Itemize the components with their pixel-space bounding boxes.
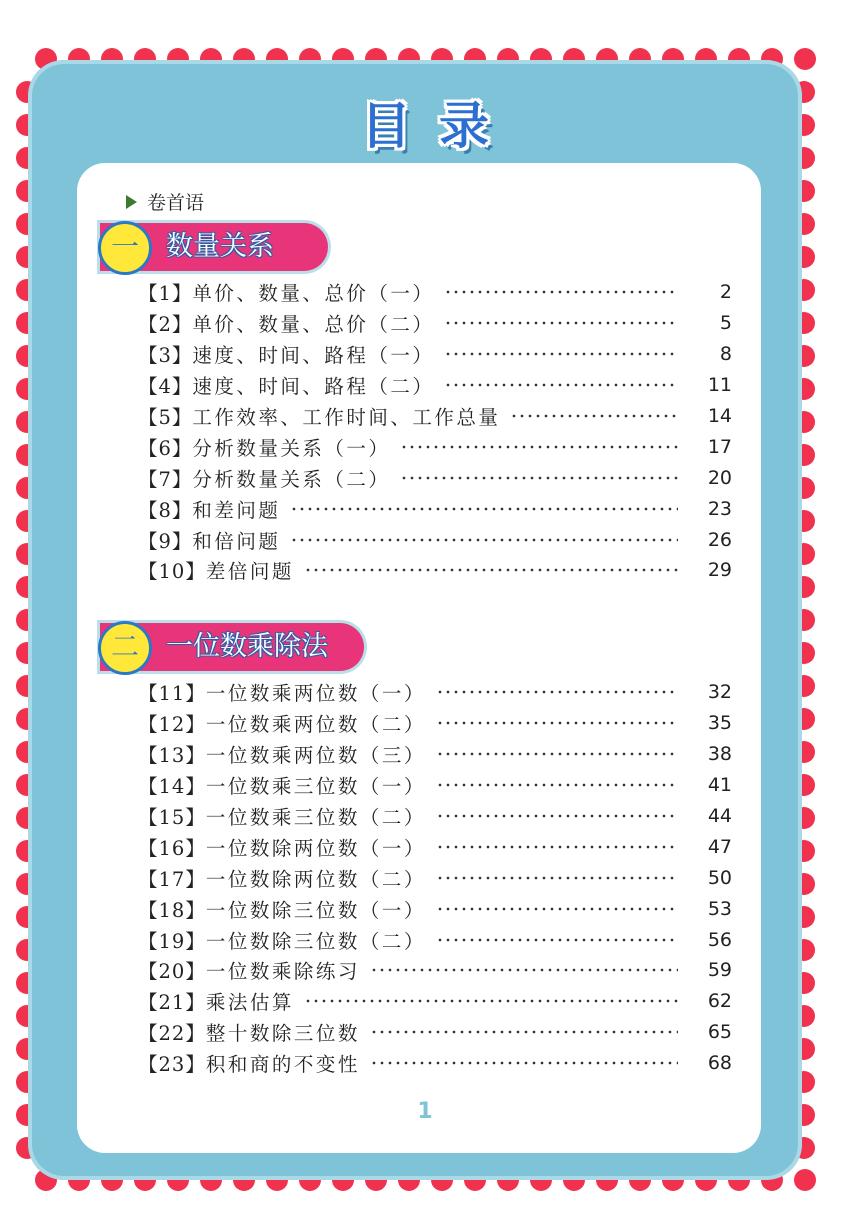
toc-entry-label bbox=[138, 678, 426, 706]
toc-entry-title: 一位数除三位数（一） bbox=[205, 898, 426, 922]
toc-entry-title: 速度、时间、路程（二） bbox=[192, 375, 435, 399]
dot-leader bbox=[304, 567, 678, 573]
toc-entry-label bbox=[138, 340, 434, 368]
dot-leader bbox=[444, 382, 678, 388]
toc-entry-page: 44 bbox=[707, 805, 732, 827]
toc-entry[interactable] bbox=[138, 1017, 732, 1048]
toc-entry-index: 【22】 bbox=[138, 1022, 206, 1046]
toc-entry-page: 56 bbox=[707, 928, 732, 951]
toc-entry-index: 【13】 bbox=[138, 744, 206, 768]
section-number-badge: 二 bbox=[98, 621, 152, 675]
toc-entry-index: 【8】 bbox=[138, 498, 193, 522]
toc-entry-index: 【10】 bbox=[138, 560, 206, 584]
section-1-entries bbox=[138, 277, 732, 586]
toc-entry-page: 53 bbox=[707, 897, 732, 920]
toc-entry-title: 积和商的不变性 bbox=[205, 1053, 360, 1077]
dot-leader bbox=[290, 506, 678, 512]
toc-entry-index: 【15】 bbox=[138, 806, 206, 829]
dot-leader bbox=[290, 537, 678, 543]
toc-entry-index: 【17】 bbox=[138, 867, 206, 891]
toc-entry-index: 【6】 bbox=[138, 436, 193, 460]
toc-entry-label bbox=[138, 833, 426, 861]
toc-entry-index: 【12】 bbox=[138, 713, 206, 737]
toc-entry[interactable] bbox=[138, 986, 732, 1017]
section-title: 数量关系 bbox=[166, 231, 274, 262]
dot-leader bbox=[436, 782, 678, 788]
toc-entry-page: 62 bbox=[707, 990, 732, 1013]
toc-entry[interactable] bbox=[138, 893, 732, 924]
toc-entry[interactable] bbox=[138, 308, 732, 339]
toc-entry-title: 一位数除三位数（二） bbox=[205, 929, 426, 953]
toc-entry-title: 乘法估算 bbox=[205, 991, 294, 1015]
toc-entry[interactable] bbox=[138, 555, 732, 586]
toc-entry-index: 【11】 bbox=[138, 682, 206, 706]
dot-leader bbox=[444, 289, 678, 295]
toc-entry[interactable] bbox=[138, 739, 732, 770]
dot-leader bbox=[400, 475, 678, 481]
toc-entry-page: 50 bbox=[707, 866, 732, 889]
toc-entry-label bbox=[138, 802, 426, 830]
toc-entry-index: 【3】 bbox=[138, 344, 193, 368]
section-title: 一位数乘除法 bbox=[166, 631, 328, 662]
toc-entry-title: 一位数乘两位数（二） bbox=[205, 713, 426, 737]
toc-entry[interactable] bbox=[138, 770, 732, 801]
toc-entry-label bbox=[138, 987, 294, 1015]
toc-entry-index: 【18】 bbox=[138, 898, 206, 922]
toc-entry[interactable] bbox=[138, 924, 732, 955]
toc-entry-index: 【16】 bbox=[138, 836, 206, 860]
toc-entry-page: 29 bbox=[707, 559, 732, 582]
toc-entry-title: 一位数除两位数（二） bbox=[205, 867, 426, 891]
toc-entry[interactable] bbox=[138, 493, 732, 524]
toc-entry-label bbox=[138, 495, 280, 523]
toc-entry-label bbox=[138, 464, 390, 492]
toc-entry-page: 32 bbox=[707, 681, 732, 704]
toc-entry-page: 59 bbox=[707, 959, 732, 982]
section-2-entries bbox=[138, 677, 732, 1079]
toc-entry-title: 一位数乘两位数（三） bbox=[205, 744, 426, 768]
dot-leader bbox=[436, 751, 678, 757]
toc-entry[interactable] bbox=[138, 401, 732, 432]
toc-entry[interactable] bbox=[138, 339, 732, 370]
toc-entry-page: 38 bbox=[707, 743, 732, 766]
toc-entry-title: 和倍问题 bbox=[192, 529, 281, 553]
dot-leader bbox=[436, 689, 678, 695]
toc-entry[interactable] bbox=[138, 801, 732, 832]
toc-entry-title: 一位数乘两位数（一） bbox=[205, 682, 426, 706]
toc-entry-label bbox=[138, 526, 280, 554]
dot-leader bbox=[436, 875, 678, 881]
toc-entry[interactable] bbox=[138, 524, 732, 555]
triangle-right-icon bbox=[126, 195, 137, 209]
toc-entry-title: 一位数乘三位数（一） bbox=[205, 775, 426, 799]
toc-entry[interactable] bbox=[138, 431, 732, 462]
toc-entry-page: 8 bbox=[719, 343, 732, 366]
toc-entry[interactable] bbox=[138, 1048, 732, 1079]
border-dot bbox=[794, 48, 816, 70]
dot-leader bbox=[436, 844, 678, 850]
toc-entry-title: 分析数量关系（一） bbox=[192, 436, 391, 460]
toc-entry-index: 【1】 bbox=[138, 282, 193, 306]
section-number-badge: 一 bbox=[98, 221, 152, 275]
dot-leader bbox=[304, 998, 678, 1004]
dot-leader bbox=[370, 1029, 678, 1035]
toc-entry-title: 速度、时间、路程（一） bbox=[192, 344, 435, 368]
toc-entry-index: 【14】 bbox=[138, 775, 206, 799]
toc-entry-label bbox=[138, 895, 426, 923]
dot-leader bbox=[444, 351, 678, 357]
toc-entry-label bbox=[138, 864, 426, 892]
toc-entry[interactable] bbox=[138, 955, 732, 986]
border-dot bbox=[794, 1169, 816, 1191]
toc-entry-index: 【23】 bbox=[138, 1053, 206, 1077]
toc-entry-title: 分析数量关系（二） bbox=[192, 467, 391, 491]
toc-entry-title: 整十数除三位数 bbox=[205, 1022, 360, 1046]
toc-entry-label bbox=[138, 1049, 360, 1077]
toc-entry-index: 【19】 bbox=[138, 929, 206, 953]
toc-entry-page: 14 bbox=[707, 405, 732, 427]
toc-entry-title: 一位数乘三位数（二） bbox=[205, 806, 426, 829]
toc-entry-label bbox=[138, 309, 434, 337]
dot-leader bbox=[436, 906, 678, 912]
toc-entry[interactable] bbox=[138, 370, 732, 401]
toc-entry-page: 5 bbox=[719, 312, 732, 335]
preface-label: 卷首语 bbox=[147, 192, 205, 214]
dot-leader bbox=[400, 444, 678, 450]
dot-leader bbox=[444, 320, 678, 326]
toc-entry-page: 23 bbox=[707, 497, 732, 520]
toc-entry[interactable] bbox=[138, 831, 732, 862]
toc-entry-page: 65 bbox=[707, 1021, 732, 1044]
toc-entry-index: 【7】 bbox=[138, 467, 193, 491]
toc-entry-title: 一位数乘除练习 bbox=[205, 960, 360, 984]
toc-entry-label bbox=[138, 740, 426, 768]
toc-entry-page: 41 bbox=[707, 774, 732, 797]
toc-entry-label bbox=[138, 926, 426, 954]
toc-entry-page: 68 bbox=[707, 1052, 732, 1075]
toc-entry-index: 【4】 bbox=[138, 375, 193, 399]
toc-entry-title: 差倍问题 bbox=[205, 560, 294, 584]
toc-entry-label bbox=[138, 278, 434, 306]
toc-entry[interactable] bbox=[138, 708, 732, 739]
toc-entry-label bbox=[138, 956, 360, 984]
toc-entry-title: 单价、数量、总价（二） bbox=[192, 313, 435, 337]
toc-entry-title: 工作效率、工作时间、工作总量 bbox=[192, 406, 501, 429]
toc-entry-page: 20 bbox=[707, 466, 732, 489]
toc-entry-label bbox=[138, 402, 500, 430]
dot-leader bbox=[370, 1060, 678, 1066]
page-title: 目录 bbox=[361, 97, 517, 155]
toc-entry[interactable] bbox=[138, 277, 732, 308]
toc-entry-index: 【5】 bbox=[138, 406, 193, 429]
toc-entry[interactable] bbox=[138, 862, 732, 893]
toc-entry-page: 11 bbox=[707, 374, 732, 397]
toc-entry-page: 35 bbox=[707, 712, 732, 735]
toc-entry-title: 单价、数量、总价（一） bbox=[192, 282, 435, 306]
dot-leader bbox=[436, 720, 678, 726]
toc-entry-label bbox=[138, 433, 390, 461]
toc-entry-title: 和差问题 bbox=[192, 498, 281, 522]
toc-entry-index: 【21】 bbox=[138, 991, 206, 1015]
toc-entry[interactable] bbox=[138, 677, 732, 708]
toc-entry-page: 2 bbox=[719, 281, 732, 304]
toc-entry-label bbox=[138, 709, 426, 737]
dot-leader bbox=[370, 967, 678, 973]
section-header-2 bbox=[100, 623, 364, 671]
toc-entry-index: 【20】 bbox=[138, 960, 206, 984]
dot-leader bbox=[510, 413, 678, 419]
toc-entry-index: 【9】 bbox=[138, 529, 193, 553]
section-header-1 bbox=[100, 223, 328, 271]
page-number: 1 bbox=[417, 1099, 433, 1124]
dot-leader bbox=[436, 937, 678, 943]
dot-leader bbox=[436, 813, 678, 819]
toc-entry-page: 47 bbox=[707, 835, 732, 858]
toc-entry-label bbox=[138, 371, 434, 399]
toc-entry-index: 【2】 bbox=[138, 313, 193, 337]
toc-entry-page: 26 bbox=[707, 528, 732, 551]
preface-link[interactable] bbox=[126, 188, 204, 215]
toc-entry-label bbox=[138, 1018, 360, 1046]
toc-entry-page: 17 bbox=[707, 435, 732, 458]
toc-entry-title: 一位数除两位数（一） bbox=[205, 836, 426, 860]
toc-entry-label bbox=[138, 771, 426, 799]
toc-entry[interactable] bbox=[138, 462, 732, 493]
toc-entry-label bbox=[138, 556, 294, 584]
